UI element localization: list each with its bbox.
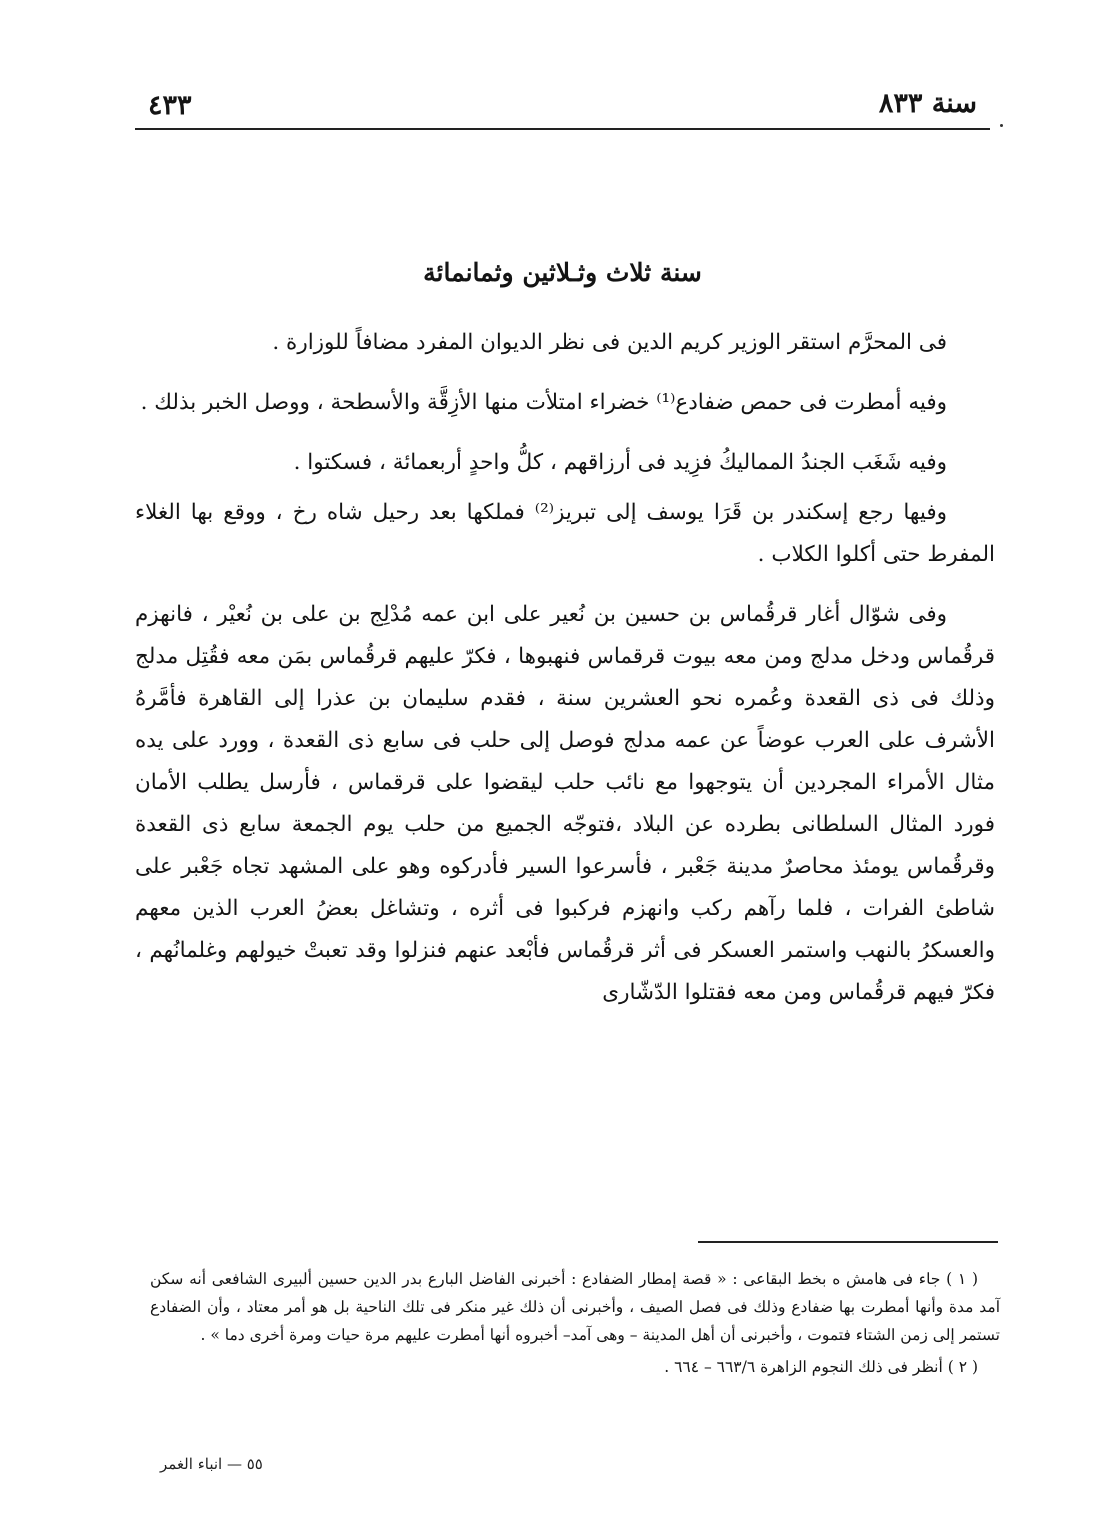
footer-signature: ٥٥ — انباء الغمر (160, 1455, 263, 1473)
running-header-year: سنة ٨٣٣ (878, 88, 977, 119)
chapter-heading: سنة ثلاث وثـلاثين وثمانمائة (423, 258, 702, 287)
paragraph: وفيه شَغَب الجندُ المماليكُ فزِيد فى أرزاقهم ، كلُّ واحدٍ أربعمائة ، فسكتوا . (293, 450, 947, 475)
header-rule (135, 128, 990, 130)
paragraph: فى المحرَّم استقر الوزير كريم الدين فى نظر الديوان المفرد مضافاً للوزارة . (272, 330, 947, 355)
footnotes (150, 1265, 1000, 1381)
paragraph: وفى شوّال أغار قرقُماس بن حسين بن نُعير على ابن عمه مُدْلِج بن على بن نُعيْر ، فانهزم قرقُماس ودخل مدلج ومن معه بيوت قرقماس فنهبوها ، فكرّ عليهم قرقُماس بمَن معه فقُتِل مدلج وذلك فى ذى القعدة وعُمره نحو العشرين سنة ، فقدم سليمان بن عذرا إلى القاهرة فأمَّرهُ الأشرف على العرب عوضاً عن عمه مدلج فوصل إلى حلب فى سابع ذى القعدة ، وورد على يده مثال الأمراء المجردين أن يتوجهوا مع نائب حلب ليقضوا على قرقماس ، فأرسل يطلب الأمان فورد المثال السلطانى بطرده عن البلاد ،فتوجّه الجميع من حلب يوم الجمعة سابع ذى القعدة وقرقُماس يومئذ محاصرٌ مدينة جَعْبر ، فأسرعوا السير فأدركوه وهو على المشهد تجاه جَعْبر على شاطئ الفرات ، فلما رآهم ركب وانهزم فركبوا فى أثره ، وتشاغل بعضُ العرب الذين معهم والعسكرُ بالنهب واستمر العسكر فى أثر قرقُماس فأبْعد عنهم فنزلوا وقد تعبتْ خيولهم وغلمانُهم ، فكرّ فيهم قرقُماس ومن معه فقتلوا الدّشّارى (135, 602, 995, 1005)
footnote: ( ١ ) جاء فى هامش ه بخط البقاعى : « قصة إمطار الضفادع : أخبرنى الفاضل البارع بدر الدين حسين ألبيرى الشافعى أنه سكن آمد مدة وأنها أمطرت بها ضفادع وذلك فى فصل الصيف ، وأخبرنى أن ذلك غير منكر فى تلك الناحية بل هو أمر معتاد ، وأن الضفادع تستمر إلى زمن الشتاء فتموت ، وأخبرنى أن أهل المدينة – وهى آمد– أخبروه أنها أمطرت عليهم مرة حيات ومرة أخرى دما » . (150, 1270, 1000, 1344)
body-text (135, 322, 995, 1014)
footnote: ( ٢ ) أنظر فى ذلك النجوم الزاهرة ٦٦٣/٦ – ٦٦٤ . (664, 1358, 978, 1376)
header-dot (1000, 124, 1003, 127)
paragraph: وفيها رجع إسكندر بن قَرَا يوسف إلى تبريز⁽²⁾ فملكها بعد رحيل شاه رخ ، ووقع بها الغلاء المفرط حتى أكلوا الكلاب . (135, 500, 995, 567)
footnote-rule (698, 1241, 998, 1243)
paragraph: وفيه أمطرت فى حمص ضفادع⁽¹⁾ خضراء امتلأت منها الأزِقَّة والأسطحة ، ووصل الخبر بذلك . (140, 390, 947, 415)
page-number: ٤٣٣ (148, 90, 192, 121)
